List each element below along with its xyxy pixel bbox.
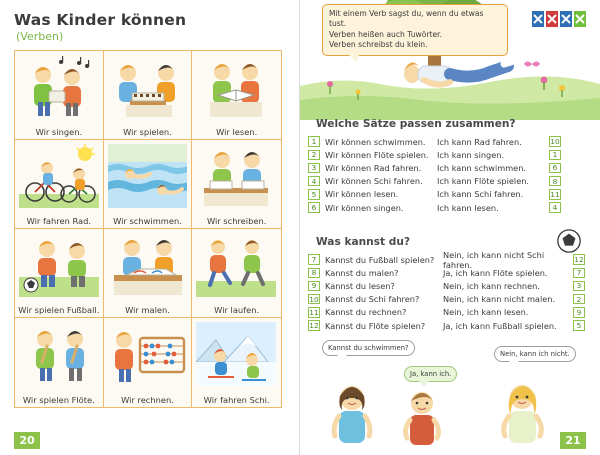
illustration-kids-flute [19,322,99,390]
row-question: Wir können Rad fahren. [325,162,422,173]
row-answer-number: 2 [573,294,585,305]
note-line-1: Mit einem Verb sagst du, wenn du etwas tust. [329,9,484,29]
row-answer: Nein, ich kann lesen. [443,307,529,318]
row-number: 4 [308,176,320,187]
row-answer: Ich kann Schi fahren. [437,189,524,200]
row-answer-number: 7 [573,268,585,279]
row-number: 2 [308,150,320,161]
table-row[interactable] [308,279,592,292]
row-question: Wir können Flöte spielen. [325,149,429,160]
row-question: Kannst du lesen? [325,280,395,291]
section2-title: Was kannst du? [316,236,411,248]
grid-cell-painting[interactable] [104,229,193,318]
row-number: 12 [309,321,319,331]
right-page [300,0,600,455]
table-row[interactable] [308,306,592,319]
row-answer-number: 1 [549,150,561,161]
row-answer-number: 6 [549,163,561,174]
grid-cell-reading[interactable] [192,51,281,140]
row-answer-number: 9 [573,307,585,318]
grid-cell-football[interactable] [15,229,104,318]
table-row[interactable] [308,148,592,161]
row-question: Kannst du Fußball spielen? [325,254,435,265]
table-row[interactable] [308,201,592,214]
cell-caption: Wir malen. [125,304,170,315]
grid-cell-playing[interactable] [104,51,193,140]
row-number: 7 [308,254,320,265]
row-answer: Ich kann singen. [437,149,505,160]
grid-cell-flute[interactable] [15,318,104,407]
publisher-logo [528,6,590,32]
table-row[interactable] [308,135,592,148]
page-subtitle: (Verben) [16,30,64,43]
illustration-kids-running [196,233,277,300]
row-question: Kannst du malen? [325,267,399,278]
grid-cell-swimming[interactable] [104,140,193,229]
cell-caption: Wir rechnen. [121,394,174,405]
row-answer: Ja, ich kann Fußball spielen. [443,320,557,331]
exercise-what-can-you-do [308,236,592,332]
grid-cell-singing[interactable] [15,51,104,140]
row-number: 9 [308,281,320,292]
page-number-left: 20 [14,432,40,449]
row-number: 5 [308,189,320,200]
cell-caption: Wir laufen. [214,304,260,315]
cell-caption: Wir fahren Schi. [203,394,270,405]
grid-cell-abacus[interactable] [104,318,193,407]
row-question: Wir können singen. [325,202,404,213]
row-number: 3 [308,163,320,174]
row-answer-number: 11 [550,189,560,199]
row-question: Kannst du Flöte spielen? [325,320,426,331]
row-answer: Ich kann lesen. [437,202,499,213]
cell-caption: Wir spielen Fußball. [18,304,100,315]
grid-cell-cycling[interactable] [15,140,104,229]
row-number: 8 [308,268,320,279]
exercise-matching-sentences [308,118,592,214]
dialogue-illustration [306,338,596,448]
row-answer: Ja, ich kann Flöte spielen. [443,267,548,278]
table-row[interactable] [308,188,592,201]
illustration-kids-abacus [108,322,188,390]
row-question: Wir können Schi fahren. [325,176,423,187]
cell-caption: Wir spielen Flöte. [22,394,95,405]
row-answer-number: 4 [549,202,561,213]
grid-cell-writing[interactable] [192,140,281,229]
cell-caption: Wir singen. [35,126,83,137]
row-number: 1 [308,136,320,147]
table-row[interactable] [308,266,592,279]
row-question: Kannst du rechnen? [325,307,407,318]
row-answer: Ich kann schwimmen. [437,162,527,173]
illustration-kids-playing [108,55,188,122]
info-note [322,4,508,56]
row-answer-number: 5 [573,320,585,331]
illustration-kids-painting [108,233,188,300]
illustration-kids-reading [196,55,277,122]
row-question: Wir können lesen. [325,189,399,200]
row-answer-number: 8 [549,176,561,187]
row-answer: Ich kann Flöte spielen. [437,176,530,187]
page-number-right: 21 [560,432,586,449]
table-row[interactable] [308,161,592,174]
row-answer: Ich kann Rad fahren. [437,136,522,147]
row-answer-number: 10 [550,137,560,147]
row-answer-number: 12 [574,255,584,265]
table-row[interactable] [308,249,592,270]
illustration-kids-skiing [196,322,277,390]
row-question: Kannst du Schi fahren? [325,294,420,305]
speech-bubble-no: Nein, kann ich nicht. [494,346,576,362]
illustration-kids-football [19,233,99,300]
row-number: 11 [309,307,319,317]
illustration-kids-cycling [19,144,99,211]
grid-cell-running[interactable] [192,229,281,318]
illustration-kids-writing [196,144,277,211]
table-row[interactable] [308,293,592,306]
illustration-kids-swimming [108,144,188,211]
speech-bubble-yes: Ja, kann ich. [404,366,457,382]
grid-cell-skiing[interactable] [192,318,281,407]
row-answer-number: 3 [573,281,585,292]
row-question: Wir können schwimmen. [325,136,426,147]
cell-caption: Wir fahren Rad. [26,215,92,226]
cell-caption: Wir schreiben. [206,215,267,226]
row-number: 10 [309,294,319,304]
table-row[interactable] [308,175,592,188]
note-line-3: Verben schreibst du klein. [329,39,428,49]
section1-title: Welche Sätze passen zusammen? [316,118,516,130]
row-answer: Nein, ich kann nicht Schi fahren. [443,249,545,270]
row-answer: Nein, ich kann nicht malen. [443,294,556,305]
cell-caption: Wir schwimmen. [113,215,182,226]
table-row[interactable] [308,319,592,332]
speech-bubble-question: Kannst du schwimmen? [322,340,415,356]
cell-caption: Wir spielen. [123,126,172,137]
page-title: Was Kinder können [14,11,187,29]
row-number: 6 [308,202,320,213]
note-line-2: Verben heißen auch Tuwörter. [329,29,443,39]
cell-caption: Wir lesen. [216,126,258,137]
picture-grid [14,50,282,408]
row-answer: Nein, ich kann rechnen. [443,280,540,291]
illustration-kids-singing [19,55,99,122]
